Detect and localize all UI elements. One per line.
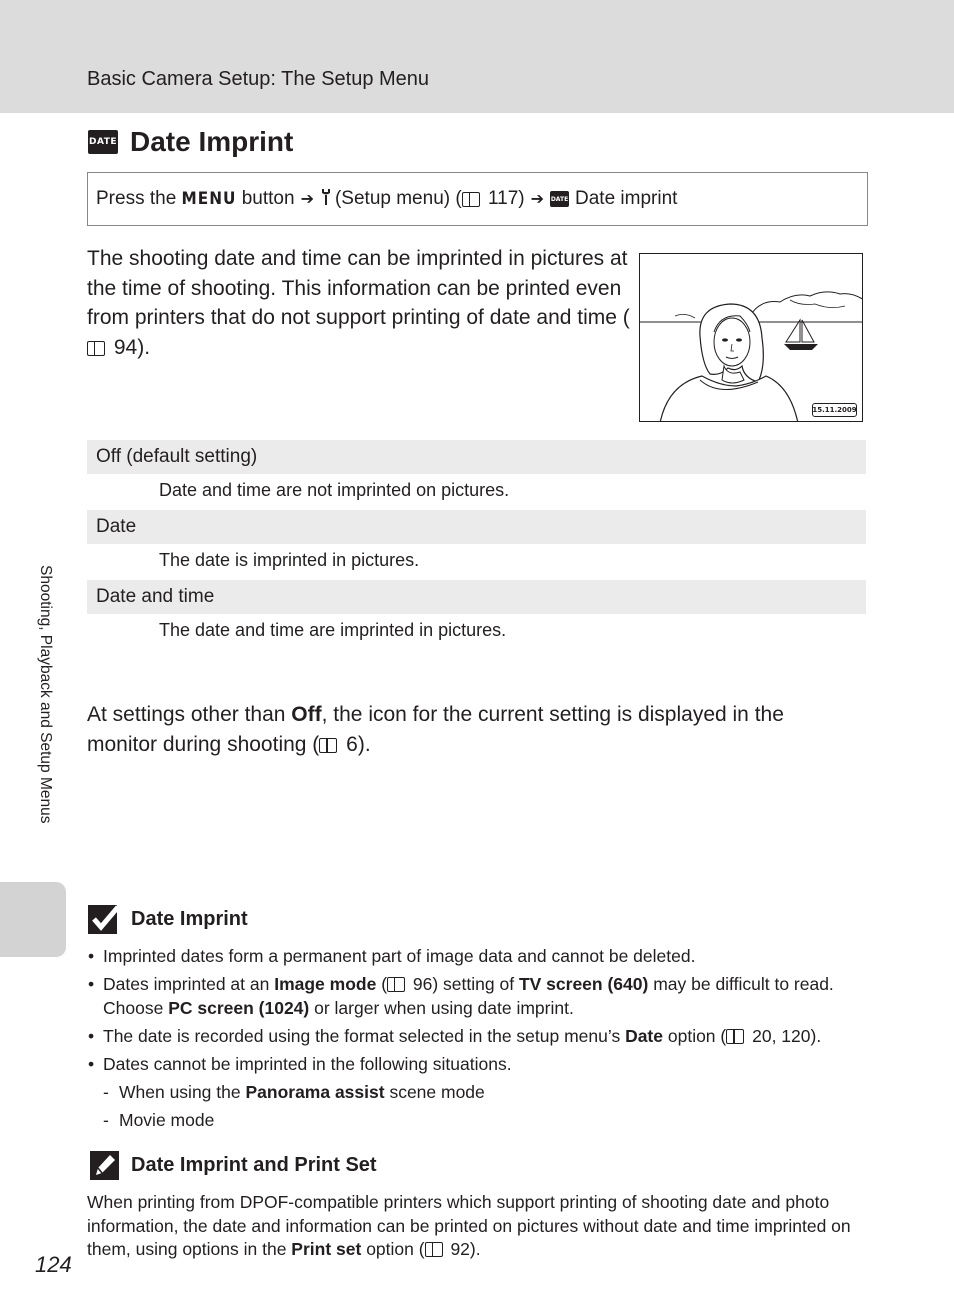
menu-path-box bbox=[87, 172, 868, 226]
intro-paragraph bbox=[87, 244, 632, 362]
nav-target: Date imprint bbox=[575, 188, 678, 209]
option-row-off: Off (default setting) bbox=[87, 440, 866, 474]
bullet-2-bold-1: Image mode bbox=[274, 974, 377, 994]
portrait-illustration bbox=[640, 254, 863, 422]
breadcrumb: Basic Camera Setup: The Setup Menu bbox=[87, 68, 430, 90]
bullet-2-b: ( bbox=[376, 974, 388, 994]
print-note-text-b: option ( bbox=[361, 1239, 425, 1259]
dash: - bbox=[103, 1110, 109, 1130]
bullet-4-text: Dates cannot be imprinted in the following situations. bbox=[103, 1054, 512, 1074]
list-item bbox=[88, 1052, 868, 1076]
bullet-3-a: The date is recorded using the format selected in the setup menu’s bbox=[103, 1026, 626, 1046]
header-band bbox=[0, 0, 954, 113]
nav-button: button bbox=[241, 188, 295, 209]
book-icon bbox=[387, 977, 405, 992]
date-stamp bbox=[812, 403, 857, 417]
book-icon bbox=[319, 738, 337, 753]
menu-word: MENU bbox=[181, 189, 237, 209]
page-number: 124 bbox=[35, 1252, 72, 1277]
wrench-icon bbox=[320, 188, 332, 211]
sub-list-item bbox=[88, 1108, 868, 1132]
bullet-2-a: Dates imprinted at an bbox=[103, 974, 275, 994]
sub-2: Movie mode bbox=[119, 1110, 215, 1130]
print-note-ref: 92). bbox=[450, 1239, 481, 1259]
bullet-3-bold: Date bbox=[625, 1026, 663, 1046]
bullet-2-bold-2: TV screen (640) bbox=[518, 974, 649, 994]
pencil-note-icon bbox=[88, 1151, 117, 1180]
caution-title: Date Imprint bbox=[131, 908, 248, 930]
sub-list-item bbox=[88, 1080, 868, 1104]
side-tab bbox=[0, 882, 66, 957]
page-title: Date Imprint bbox=[130, 126, 294, 157]
settings-note-post: , the icon for the current setting is displayed in the monitor during shooting ( bbox=[87, 703, 784, 756]
book-icon bbox=[462, 192, 480, 207]
option-desc-date: The date is imprinted in pictures. bbox=[159, 550, 420, 570]
bullet-2-c: may be difficult to read. Choose bbox=[103, 974, 834, 1018]
sample-photo bbox=[639, 253, 863, 422]
sub-1-bold: Panorama assist bbox=[245, 1082, 385, 1102]
option-desc-date-and-time: The date and time are imprinted in pictures. bbox=[159, 620, 507, 640]
title-row bbox=[88, 124, 293, 160]
arrow-right-icon: ➔ bbox=[530, 191, 545, 208]
book-icon bbox=[726, 1029, 744, 1044]
print-note-heading bbox=[88, 1151, 377, 1180]
caution-check-icon bbox=[88, 905, 117, 934]
book-icon bbox=[87, 341, 105, 356]
arrow-right-icon: ➔ bbox=[300, 191, 314, 208]
list-item bbox=[88, 972, 868, 1020]
sub-1-b: scene mode bbox=[384, 1082, 485, 1102]
settings-note-bold: Off bbox=[291, 703, 322, 726]
print-note-bold: Print set bbox=[291, 1239, 362, 1259]
bullet-2-ref: 96) setting of bbox=[412, 974, 519, 994]
side-tab-label: Shooting, Playback and Setup Menus bbox=[37, 565, 54, 824]
option-row-date: Date bbox=[87, 510, 866, 544]
bullet-1-text: Imprinted dates form a permanent part of image data and cannot be deleted. bbox=[103, 946, 696, 966]
option-row-date-and-time: Date and time bbox=[87, 580, 866, 614]
caution-heading bbox=[88, 905, 248, 934]
sub-1-a: When using the bbox=[119, 1082, 246, 1102]
dash: - bbox=[103, 1082, 109, 1102]
settings-note-ref: 6). bbox=[346, 732, 371, 756]
date-imprint-icon: DATE bbox=[550, 191, 569, 207]
print-note-paragraph bbox=[87, 1191, 867, 1262]
nav-setup-ref: 117) bbox=[487, 188, 525, 209]
nav-press: Press the bbox=[96, 188, 177, 209]
intro-ref: 94). bbox=[113, 335, 151, 359]
nav-setup: (Setup menu) ( bbox=[334, 188, 462, 209]
bullet-3-b: option ( bbox=[663, 1026, 727, 1046]
settings-note bbox=[87, 700, 847, 759]
caution-list bbox=[88, 944, 868, 1136]
print-note-text: When printing from DPOF-compatible printers which support printing of shooting date and photo information, the date and information can be printed on pictures without date and time imprinted on them, using options in the bbox=[87, 1192, 851, 1259]
bullet-2-d: or larger when using date imprint. bbox=[309, 998, 574, 1018]
date-imprint-icon: DATE bbox=[88, 130, 118, 154]
print-note-title: Date Imprint and Print Set bbox=[131, 1154, 377, 1176]
date-stamp-text: 15.11.2009 bbox=[812, 406, 857, 414]
list-item bbox=[88, 1024, 868, 1048]
book-icon bbox=[425, 1242, 443, 1257]
intro-text: The shooting date and time can be imprinted in pictures at the time of shooting. This information can be printed even from printers that do not support printing of date and time ( bbox=[87, 247, 630, 329]
settings-note-pre: At settings other than bbox=[87, 703, 292, 726]
list-item bbox=[88, 944, 868, 968]
bullet-2-bold-3: PC screen (1024) bbox=[168, 998, 310, 1018]
option-desc-off: Date and time are not imprinted on pictures. bbox=[159, 480, 510, 500]
bullet-3-ref: 20, 120). bbox=[752, 1026, 822, 1046]
